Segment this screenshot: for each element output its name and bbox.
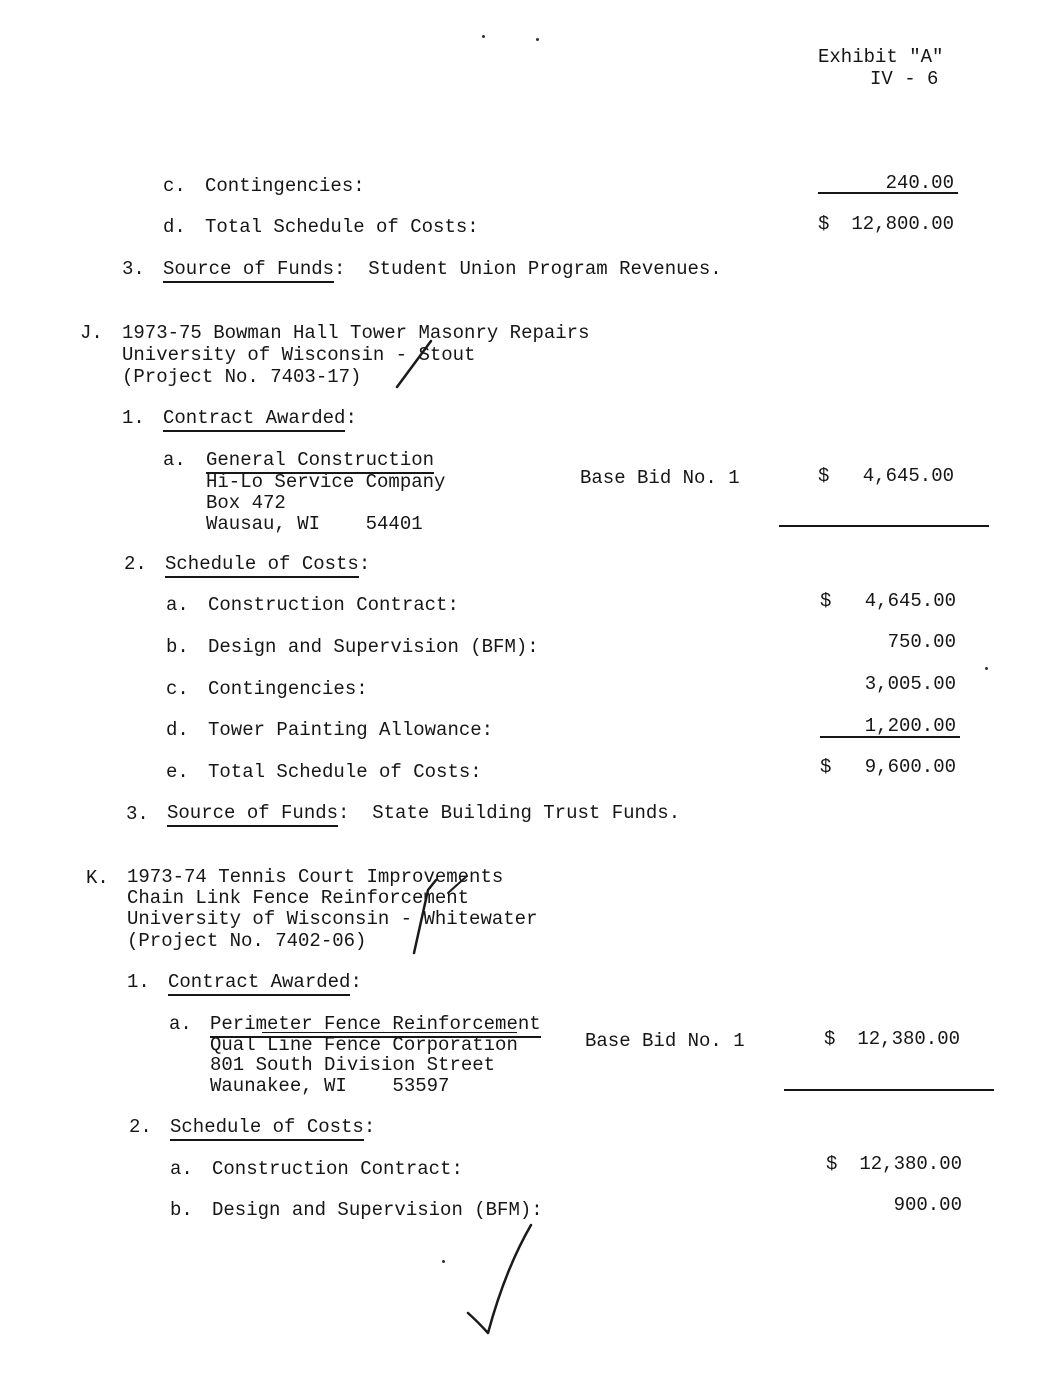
item-letter: a. — [166, 594, 189, 616]
contractor-address-line2: Wausau, WI 54401 — [206, 513, 423, 535]
project-campus: University of Wisconsin - Stout — [122, 344, 476, 366]
item-letter: d. — [163, 216, 186, 238]
section-number: 2. — [124, 553, 147, 575]
contractor-address-line2: Waunakee, WI 53597 — [210, 1075, 450, 1097]
contract-category-heading: General Construction — [206, 449, 434, 474]
contractor-name: Qual Line Fence Corporation — [210, 1034, 518, 1056]
scan-speck — [482, 35, 485, 38]
colon: : — [338, 802, 350, 824]
section-number: 2. — [129, 1116, 152, 1138]
scan-speck — [536, 38, 539, 41]
check-mark-icon — [468, 1225, 531, 1333]
source-of-funds-text: State Building Trust Funds. — [372, 802, 681, 824]
source-of-funds-text: Student Union Program Revenues. — [368, 258, 722, 280]
item-letter: c. — [163, 175, 186, 197]
cost-label: Design and Supervision (BFM): — [208, 636, 539, 658]
bid-label: Base Bid No. 1 — [580, 467, 740, 489]
scan-speck — [985, 667, 988, 670]
currency-sign: $ — [820, 590, 832, 612]
bid-amount: 4,645.00 — [862, 465, 954, 487]
section-letter: J. — [80, 322, 103, 344]
cost-label: Construction Contract: — [208, 594, 459, 616]
cost-label: Tower Painting Allowance: — [208, 719, 494, 741]
cost-amount: 900.00 — [893, 1194, 962, 1216]
project-title: 1973-74 Tennis Court Improvements — [127, 866, 504, 888]
section-number: 1. — [122, 407, 145, 429]
cost-amount-total: 12,800.00 — [851, 213, 954, 235]
separator-rule — [779, 525, 989, 527]
cost-amount-contingencies: 240.00 — [885, 172, 954, 194]
source-of-funds-heading: Source of Funds — [163, 258, 334, 283]
contract-category-heading: Perimeter Fence Reinforcement — [210, 1013, 541, 1038]
project-subtitle: Chain Link Fence Reinforcement — [127, 887, 470, 909]
project-number: (Project No. 7403-17) — [122, 366, 362, 388]
item-letter: a. — [169, 1013, 192, 1035]
currency-sign: $ — [820, 756, 832, 778]
cost-amount: 750.00 — [887, 631, 956, 653]
section-number: 3. — [126, 803, 149, 825]
colon: : — [363, 1116, 376, 1138]
item-letter: b. — [170, 1199, 193, 1221]
item-letter: d. — [166, 719, 189, 741]
subtotal-rule — [818, 192, 958, 194]
contract-awarded-heading: Contract Awarded — [168, 971, 350, 996]
item-letter: c. — [166, 678, 189, 700]
item-letter: e. — [166, 761, 189, 783]
subtotal-rule — [820, 736, 960, 738]
currency-sign: $ — [826, 1153, 838, 1175]
contract-category — [206, 449, 434, 471]
bid-amount: 12,380.00 — [857, 1028, 960, 1050]
currency-sign: $ — [824, 1028, 836, 1050]
project-number: (Project No. 7402-06) — [127, 930, 367, 952]
item-letter: a. — [170, 1158, 193, 1180]
cost-amount: 3,005.00 — [864, 673, 956, 695]
item-letter: a. — [163, 449, 186, 471]
exhibit-label: Exhibit "A" — [818, 46, 944, 68]
separator-rule — [784, 1089, 994, 1091]
contract-awarded-line — [168, 971, 362, 993]
cost-amount: 12,380.00 — [859, 1153, 962, 1175]
section-letter: K. — [86, 867, 109, 889]
contractor-name: Hi-Lo Service Company — [206, 471, 446, 493]
bid-label: Base Bid No. 1 — [585, 1030, 745, 1052]
schedule-of-costs-heading: Schedule of Costs — [165, 553, 359, 578]
cost-label: Total Schedule of Costs: — [208, 761, 482, 783]
currency-sign: $ — [818, 465, 830, 487]
schedule-of-costs-line — [165, 553, 370, 575]
contractor-address-line1: Box 472 — [206, 492, 286, 514]
section-number: 3. — [122, 258, 145, 280]
contractor-address-line1: 801 South Division Street — [210, 1054, 496, 1076]
colon: : — [350, 971, 362, 993]
page-reference: IV - 6 — [870, 68, 939, 90]
project-title: 1973-75 Bowman Hall Tower Masonry Repairs — [122, 322, 590, 344]
currency-sign: $ — [818, 213, 830, 235]
contract-awarded-line — [163, 407, 357, 429]
section-number: 1. — [127, 971, 150, 993]
colon: : — [358, 553, 371, 575]
cost-label: Construction Contract: — [212, 1158, 463, 1180]
schedule-of-costs-line — [170, 1116, 375, 1138]
cost-amount: 4,645.00 — [864, 590, 956, 612]
cost-label-contingencies: Contingencies: — [205, 175, 365, 197]
cost-amount: 1,200.00 — [864, 715, 956, 737]
cost-label: Contingencies: — [208, 678, 368, 700]
scan-speck — [442, 1260, 445, 1263]
source-of-funds-line — [163, 258, 722, 280]
source-of-funds-line — [167, 802, 680, 824]
schedule-of-costs-heading: Schedule of Costs — [170, 1116, 364, 1141]
cost-label: Design and Supervision (BFM): — [212, 1199, 543, 1221]
colon: : — [334, 258, 346, 280]
item-letter: b. — [166, 636, 189, 658]
underline-mark — [262, 1032, 517, 1033]
contract-awarded-heading: Contract Awarded — [163, 407, 345, 432]
source-of-funds-heading: Source of Funds — [167, 802, 338, 827]
colon: : — [345, 407, 357, 429]
cost-amount: 9,600.00 — [864, 756, 956, 778]
project-campus: University of Wisconsin - Whitewater — [127, 908, 538, 930]
cost-label-total: Total Schedule of Costs: — [205, 216, 479, 238]
